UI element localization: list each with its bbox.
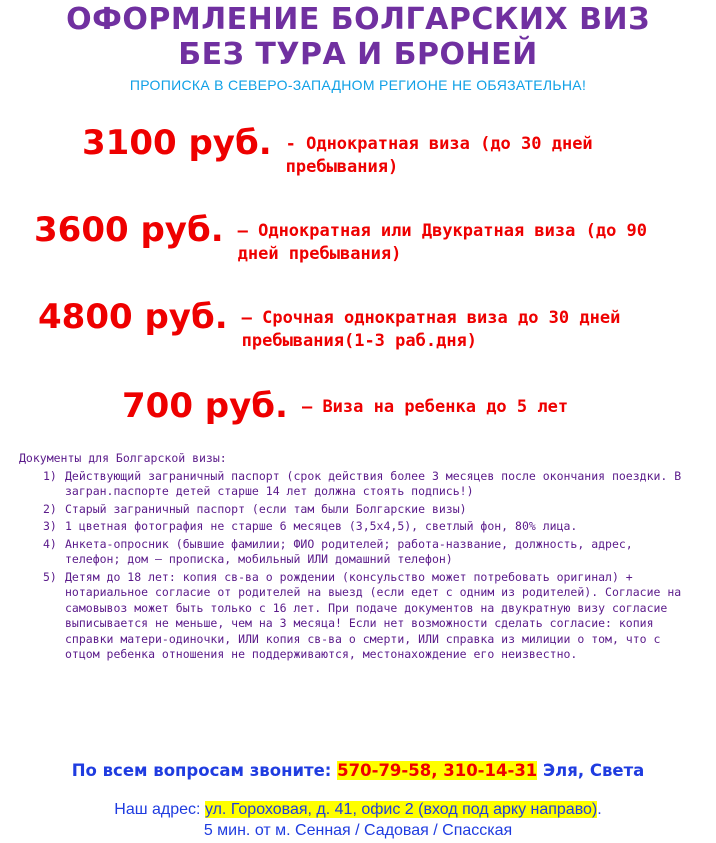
list-item [19,519,685,535]
page-subtitle: ПРОПИСКА В СЕВЕРО-ЗАПАДНОМ РЕГИОНЕ НЕ ОБЯЗАТЕЛЬНА! [129,77,587,93]
documents-list [19,469,699,663]
list-item-number: 4) [43,536,57,551]
contact-prompt: По всем вопросам звоните: [71,761,338,780]
documents-section [19,451,699,665]
price-item-child [122,387,622,425]
list-item-number: 2) [43,501,57,516]
price-item-single-30 [82,124,626,179]
address-value: ул. Гороховая, д. 41, офис 2 (вход под арку направо) [204,801,598,818]
page-title-line2: БЕЗ ТУРА И БРОНЕЙ [178,37,538,72]
price-amount: 3100 руб. [82,123,272,163]
price-description: - Однократная виза (до 30 дней пребывания) [285,134,593,177]
price-item-urgent [38,298,706,353]
price-amount: 4800 руб. [38,297,228,337]
price-item-double-90 [34,211,678,266]
list-item-text: Детям до 18 лет: копия св-ва о рождении (консульство может потребовать оригинал) + нотариальное согласие от родителей на выезд (если едет с одним из родителей). Согласие на самовывоз может быть только с 16 лет. При подаче документов на двукратную визу согласие выписывается не меньше, чем на 3 месяца! Если нет возможности сделать согласие: копия справки матери-одиночки, ИЛИ копия св-ва о смерти, ИЛИ справка из милиции о том, что с отцом ребенка отношения не поддерживаются, местонахождение его неизвестно. [65,569,682,661]
contact-line [0,760,716,782]
list-item [19,502,685,518]
list-item-number: 3) [43,519,57,533]
page-title-line1: ОФОРМЛЕНИЕ БОЛГАРСКИХ ВИЗ [66,2,650,37]
address-label: Наш адрес: [114,801,205,818]
address-suffix: . [597,801,602,818]
price-description: – Срочная однократная виза до 30 дней пребывания(1-3 раб.дня) [241,308,621,351]
price-amount: 700 руб. [122,386,288,426]
phone-numbers[interactable]: 570-79-58, 310-14-31 [337,761,538,780]
metro-info: 5 мин. от м. Сенная / Садовая / Спасская [203,822,513,839]
documents-heading: Документы для Болгарской визы: [19,451,227,465]
contact-names: Эля, Света [537,761,645,780]
price-description: – Однократная или Двукратная виза (до 90 дней пребывания) [237,221,648,264]
list-item-text: 1 цветная фотография не старше 6 месяцев (3,5х4,5), светлый фон, 80% лица. [65,519,578,533]
list-item-text: Действующий заграничный паспорт (срок действия более 3 месяцев после окончания поездки. В загран.паспорте детей старше 14 лет должна стоять подпись!) [65,468,682,498]
list-item [19,537,685,568]
list-item [19,570,685,663]
list-item [19,469,685,500]
list-item-text: Анкета-опросник (бывшие фамилии; ФИО родителей; работа-название, должность, адрес, телефон; дом – прописка, мобильный ИЛИ домашний телефон) [65,536,633,566]
list-item-number: 5) [43,569,57,584]
list-item-number: 1) [43,468,57,483]
list-item-text: Старый заграничный паспорт (если там были Болгарские визы) [65,501,467,516]
price-amount: 3600 руб. [34,210,224,250]
price-description: – Виза на ребенка до 5 лет [301,397,569,417]
address-line [0,800,716,820]
